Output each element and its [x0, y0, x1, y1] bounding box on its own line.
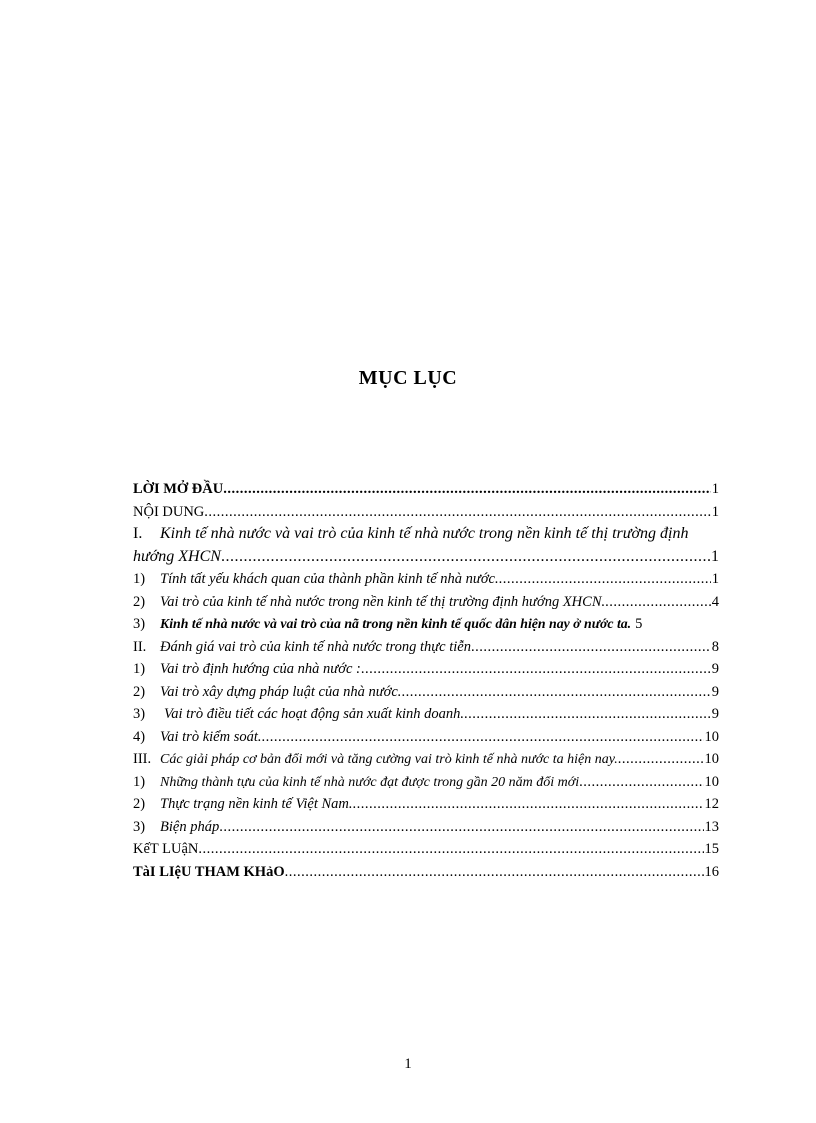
toc-leader: [605, 591, 711, 614]
toc-page: 9: [711, 661, 719, 677]
toc-leader: [262, 726, 704, 749]
toc-number: 3): [133, 818, 146, 835]
toc-leader: [401, 681, 710, 704]
toc-page: 10: [704, 773, 719, 790]
toc-page: 5: [635, 616, 643, 632]
toc-label: Kinh tế nhà nước và vai trò của kinh tế nhà nước trong nền kinh tế thị trường định: [160, 525, 689, 542]
toc-entry-conclusion: [133, 838, 719, 861]
toc-page: 15: [704, 841, 719, 857]
toc-number: II.: [133, 638, 147, 655]
toc-page: 1: [711, 503, 719, 520]
toc-page: 12: [704, 796, 719, 812]
toc-entry: [133, 771, 719, 794]
toc-label: Vai trò kiểm soát.: [160, 728, 262, 745]
toc-page: 1: [711, 571, 719, 587]
toc-number: 1): [133, 773, 146, 790]
toc-label: KếT LUậN: [133, 841, 199, 857]
toc-leader: [221, 546, 710, 569]
toc-entry: [133, 726, 719, 749]
toc-number: 1): [133, 661, 146, 677]
toc-label: TàI LIệU THAM KHảO: [133, 863, 285, 880]
toc-page: 16: [704, 863, 719, 880]
toc-entry: [133, 568, 719, 591]
toc-leader: [579, 771, 703, 794]
toc-leader: [361, 658, 711, 681]
toc-entry: [133, 658, 719, 681]
toc-entry: [133, 681, 719, 704]
toc-entry-content: [133, 501, 719, 524]
toc-label: Vai trò của kinh tế nhà nước trong nền kinh tế thị trường định hướng XHCN.: [160, 593, 606, 610]
toc-label: LỜI MỞ ĐẦU: [133, 481, 224, 497]
toc-page: 10: [704, 728, 719, 745]
toc-leader: [198, 838, 703, 861]
toc-label: Biện pháp: [160, 818, 220, 835]
toc-label: Kinh tế nhà nước và vai trò của nã trong nền kinh tế quốc dân hiện nay ở nước ta.: [160, 616, 632, 631]
toc-leader: [464, 703, 711, 726]
toc-number: 2): [133, 796, 146, 812]
toc-leader: [285, 861, 704, 884]
toc-page: 1: [711, 481, 719, 497]
toc-entry: [133, 591, 719, 614]
toc-number: 3): [133, 616, 146, 632]
toc-entry-intro: [133, 478, 719, 501]
toc-label: Vai trò điều tiết các hoạt động sản xuất kinh doanh.: [164, 706, 465, 722]
toc-entry: [133, 793, 719, 816]
toc-label-continued: hướng XHCN: [133, 547, 221, 565]
toc-leader: [223, 478, 711, 501]
toc-leader: [353, 793, 704, 816]
toc-page: 9: [711, 683, 719, 700]
toc-number: 3): [133, 706, 146, 722]
toc-entry: [133, 816, 719, 839]
toc-label: Những thành tựu của kinh tế nhà nước đạt được trong gần 20 năm đổi mới: [160, 774, 580, 790]
toc-label: Vai trò xây dựng pháp luật của nhà nước.: [160, 683, 402, 700]
toc-entry-references: [133, 861, 719, 884]
toc-number: III.: [133, 751, 152, 767]
toc-label: NỘI DUNG: [133, 503, 205, 520]
toc-entry-section-2: [133, 636, 719, 659]
toc-entry-section-1: [133, 523, 719, 568]
toc-entry: [133, 703, 719, 726]
toc-leader: [499, 568, 711, 591]
toc-page: 8: [711, 638, 719, 655]
toc-entry-section-3: [133, 748, 719, 771]
page-title: MỤC LỤC: [358, 367, 458, 389]
toc-label: Đánh giá vai trò của kinh tế nhà nước trong thực tiễn: [160, 638, 471, 655]
toc-leader: [618, 748, 704, 771]
toc-number: 4): [133, 728, 146, 745]
toc-page: 13: [704, 818, 719, 835]
toc-page: 1: [711, 547, 719, 565]
toc-leader: [471, 636, 711, 659]
toc-number: I.: [133, 525, 143, 542]
toc-entry: [133, 613, 719, 636]
toc-number: 2): [133, 683, 146, 700]
toc-leader: [204, 501, 710, 524]
toc-label: Tính tất yếu khách quan của thành phần kinh tế nhà nước.: [160, 571, 499, 587]
toc-page: 4: [711, 593, 719, 610]
toc-label: Thực trạng nền kinh tế Việt Nam.: [160, 796, 353, 812]
page-number: 1: [404, 1056, 412, 1072]
toc-label: Các giải pháp cơ bản đổi mới và tăng cường vai trò kinh tế nhà nước ta hiện nay.: [160, 752, 618, 767]
toc-number: 1): [133, 571, 146, 587]
table-of-contents: [133, 478, 719, 883]
toc-leader: [219, 816, 703, 839]
toc-page: 9: [711, 706, 719, 722]
toc-number: 2): [133, 593, 146, 610]
toc-page: 10: [704, 751, 719, 767]
toc-label: Vai trò định hướng của nhà nước :: [160, 661, 361, 677]
